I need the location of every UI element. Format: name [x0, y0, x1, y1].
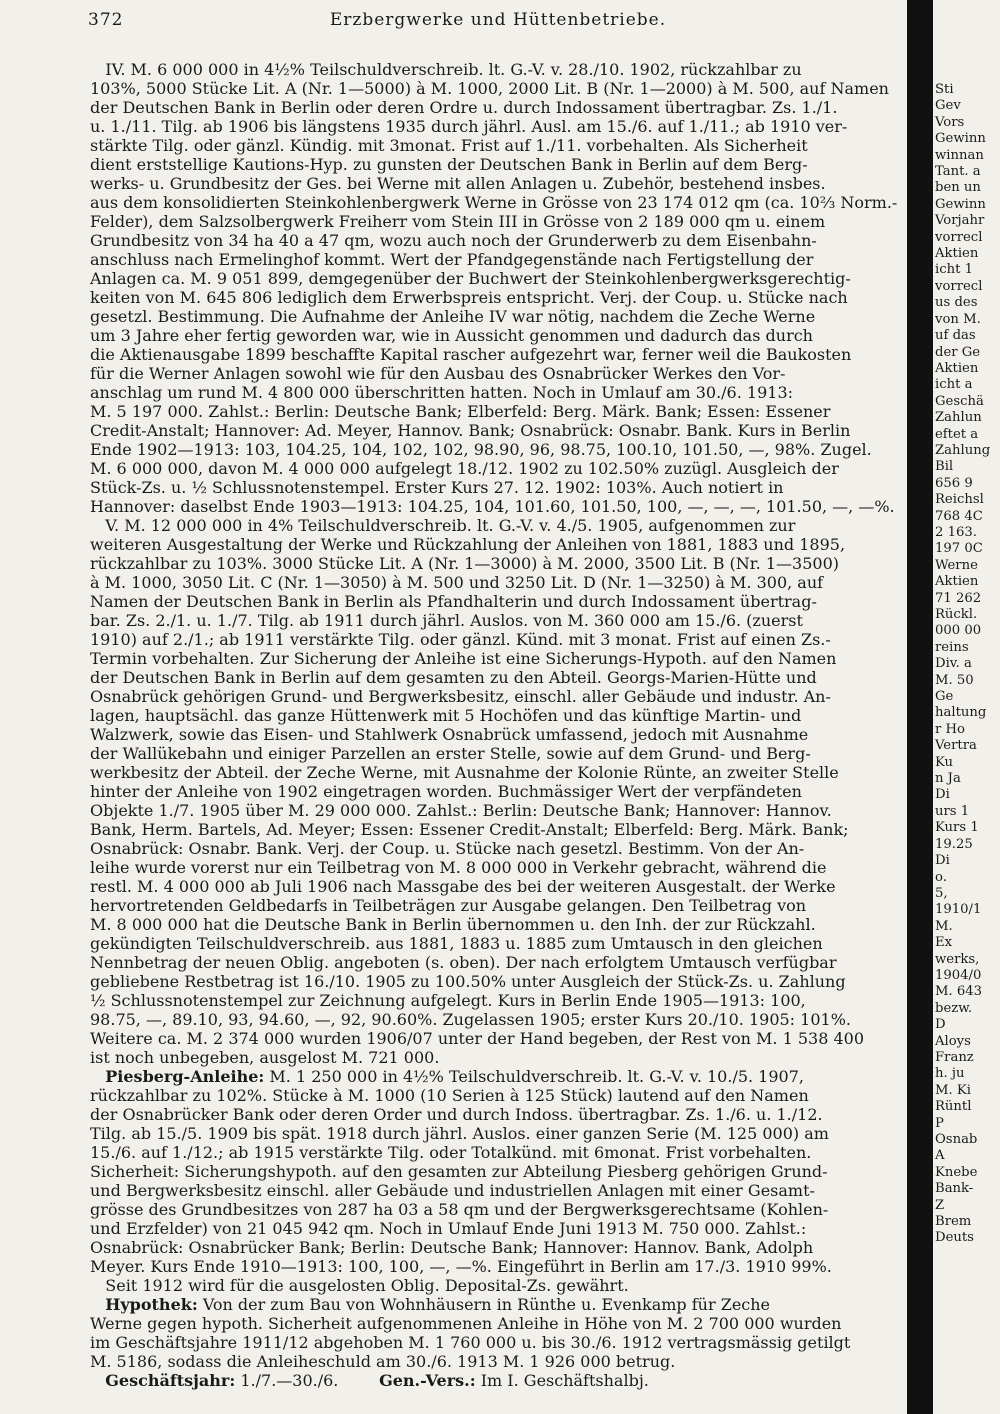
adjacent-page-line: 1904/0 [935, 967, 982, 983]
adjacent-page-line: von M. [935, 311, 981, 327]
main-line: Walzwerk, sowie das Eisen- und Stahlwerk Osnabrück umfassend, jedoch mit Ausnahme [90, 725, 809, 744]
adjacent-page-line: ben un [935, 180, 981, 196]
piesberg-line: Sicherheit: Sicherungshypoth. auf den gesamten zur Abteilung Piesberg gehörigen Grund- [90, 1162, 828, 1181]
piesberg-line: und Erzfelder) von 21 045 942 qm. Noch in Umlauf Ende Juni 1913 M. 750 000. Zahlst.: [90, 1219, 807, 1238]
adjacent-page-line: Aloys [935, 1033, 971, 1049]
main-line: Termin vorbehalten. Zur Sicherung der Anleihe ist eine Sicherungs-Hypoth. auf den Namen [90, 649, 837, 668]
main-line: ist noch unbegeben, ausgelost M. 721 000. [90, 1048, 440, 1067]
adjacent-page-line: Franz [935, 1049, 974, 1065]
piesberg-first-line [90, 1067, 888, 1086]
main-text-column [90, 60, 898, 1390]
piesberg-section [90, 1067, 888, 1295]
adjacent-page-line: reins [935, 639, 969, 655]
adjacent-page-line: Bank- [935, 1181, 974, 1197]
piesberg-line: 15./6. auf 1./12.; ab 1915 verstärkte Tilg. oder Totalkünd. mit 6monat. Frist vorbehalten. [90, 1143, 812, 1162]
main-line: 98.75, —, 89.10, 93, 94.60, —, 92, 90.60%. Zugelassen 1905; erster Kurs 20./10. 1905: 101%. [90, 1010, 851, 1029]
adjacent-page-line: Geschä [935, 393, 984, 409]
adjacent-page-line: urs 1 [935, 803, 970, 819]
adjacent-page-lines [935, 82, 1000, 1247]
hypothek-section [90, 1295, 888, 1371]
adjacent-page-line: icht 1 [935, 262, 973, 278]
adjacent-page-line: 71 262 [935, 590, 982, 606]
adjacent-page-line: Aktien [935, 360, 979, 376]
adjacent-page-line: Tant. a [935, 164, 981, 180]
main-line: weiteren Ausgestaltung der Werke und Rückzahlung der Anleihen von 1881, 1883 und 1895, [90, 535, 846, 554]
main-line: hinter der Anleihe von 1902 eingetragen worden. Buchmässiger Wert der verpfändeten [90, 782, 802, 801]
adjacent-page-line: 2 163. [935, 524, 977, 540]
main-line: um 3 Jahre eher fertig geworden war, wie in Aussicht genommen und dadurch das durch [90, 326, 813, 345]
main-line: der Wallükebahn und einiger Parzellen an erster Stelle, sowie auf dem Grund- und Berg- [90, 744, 811, 763]
main-line: Osnabrück gehörigen Grund- und Bergwerksbesitz, einschl. aller Gebäude und industr. An- [90, 687, 831, 706]
main-line: rückzahlbar zu 103%. 3000 Stücke Lit. A (Nr. 1—3000) à M. 2000, 3500 Lit. B (Nr. 1—3500) [90, 554, 839, 573]
main-line: lagen, hauptsächl. das ganze Hüttenwerk mit 5 Hochöfen und das künftige Martin- und [90, 706, 802, 725]
adjacent-page-line: Ge [935, 689, 954, 705]
adjacent-page-line: Vertra [935, 738, 977, 754]
piesberg-line: grösse des Grundbesitzes von 287 ha 03 a 58 qm und der Bergwerksgerechtsame (Kohlen- [90, 1200, 829, 1219]
general-meeting-value: Im I. Geschäftshalbj. [475, 1371, 649, 1390]
adjacent-page-line: icht a [935, 377, 973, 393]
adjacent-page-line: Vors [935, 114, 965, 130]
adjacent-page-line: Sti [935, 82, 954, 97]
main-line: 103%, 5000 Stücke Lit. A (Nr. 1—5000) à M. 1000, 2000 Lit. B (Nr. 1—2000) à M. 500, auf Namen [90, 79, 889, 98]
main-line: bar. Zs. 2./1. u. 1./7. Tilg. ab 1911 durch jährl. Auslos. von M. 360 000 am 15./6. (zuerst [90, 611, 803, 630]
hypothek-line: Werne gegen hypoth. Sicherheit aufgenommenen Anleihe in Höhe von M. 2 700 000 wurden [90, 1314, 842, 1333]
adjacent-page-line: o. [935, 869, 947, 885]
adjacent-page-line: P [935, 1115, 944, 1131]
adjacent-page-line: M. 50 [935, 672, 974, 688]
hypothek-first-text: Von der zum Bau von Wohnhäusern in Rünthe u. Evenkamp für Zeche [197, 1295, 771, 1314]
main-line: für die Werner Anlagen sowohl wie für den Ausbau des Osnabrücker Werkes den Vor- [90, 364, 786, 383]
adjacent-page-line: vorrecl [935, 229, 983, 245]
adjacent-page-line: Zahlung [935, 442, 991, 458]
main-line: Osnabrück: Osnabr. Bank. Verj. der Coup. u. Stücke nach gesetzl. Bestimm. Von der An- [90, 839, 805, 858]
main-line: der Deutschen Bank in Berlin oder deren Ordre u. durch Indossament übertragbar. Zs. 1./1. [90, 98, 838, 117]
adjacent-page-line: D [935, 1017, 946, 1033]
piesberg-line: rückzahlbar zu 102%. Stücke à M. 1000 (10 Serien à 125 Stück) lautend auf den Namen [90, 1086, 809, 1105]
adjacent-page-line: werks, [935, 951, 980, 967]
page-gutter [907, 0, 933, 1414]
running-title: Erzbergwerke und Hüttenbetriebe. [329, 10, 667, 30]
main-line: die Aktienausgabe 1899 beschaffte Kapital rascher aufgezehrt war, ferner weil die Baukosten [90, 345, 852, 364]
main-line: Bank, Herm. Bartels, Ad. Meyer; Essen: Essener Credit-Anstalt; Elberfeld: Berg. Märk. Bank; [90, 820, 849, 839]
main-line: M. 5 197 000. Zahlst.: Berlin: Deutsche Bank; Elberfeld: Berg. Märk. Bank; Essen: Essener [90, 402, 831, 421]
main-line: M. 6 000 000, davon M. 4 000 000 aufgelegt 18./12. 1902 zu 102.50% zuzügl. Ausgleich der [90, 459, 839, 478]
main-line: 1910) auf 2./1.; ab 1911 verstärkte Tilg. oder gänzl. Künd. mit 3 monat. Frist auf einen Zs.- [90, 630, 831, 649]
fiscal-year-value: 1./7.—30./6. [235, 1371, 339, 1390]
adjacent-page-line: 656 9 [935, 475, 973, 491]
hypothek-heading: Hypothek: [105, 1295, 198, 1314]
main-line: gekündigten Teilschuldverschreib. aus 1881, 1883 u. 1885 zum Umtausch in den gleichen [90, 934, 823, 953]
main-line: Hannover: daselbst Ende 1903—1913: 104.25, 104, 101.60, 101.50, 100, —, —, —, 101.50, —, —%. [90, 497, 895, 516]
adjacent-page-line: 197 0C [935, 541, 983, 557]
general-meeting-label: Gen.-Vers.: [379, 1371, 476, 1390]
main-line: aus dem konsolidierten Steinkohlenbergwerk Werne in Grösse von 23 174 012 qm (ca. 10⅔ Norm.- [90, 193, 898, 212]
adjacent-page-line: Z [935, 1197, 945, 1213]
main-line: Objekte 1./7. 1905 über M. 29 000 000. Zahlst.: Berlin: Deutsche Bank; Hannover: Hannov. [90, 801, 832, 820]
main-line: der Deutschen Bank in Berlin auf dem gesamten zu den Abteil. Georgs-Marien-Hütte und [90, 668, 817, 687]
adjacent-page-line: M. Ki [935, 1082, 971, 1098]
adjacent-page-line: Gewinn [935, 196, 986, 212]
page-number: 372 [88, 10, 124, 30]
adjacent-page-line: Aktien [935, 574, 979, 590]
adjacent-page-line: Bil [935, 459, 954, 475]
adjacent-page-line: A [935, 1148, 945, 1164]
adjacent-page-line: 000 00 [935, 623, 982, 639]
piesberg-first-text: M. 1 250 000 in 4½% Teilschuldverschreib. lt. G.-V. v. 10./5. 1907, [264, 1067, 804, 1086]
adjacent-page-line: 19.25 [935, 836, 973, 852]
adjacent-page-line: Gev [935, 98, 961, 114]
main-line: anschluss nach Ermelinghof kommt. Wert der Pfandgegenstände nach Fertigstellung der [90, 250, 814, 269]
adjacent-page-line: haltung [935, 705, 987, 721]
main-line: Grundbesitz von 34 ha 40 a 47 qm, wozu auch noch der Grunderwerb zu dem Eisenbahn- [90, 231, 817, 250]
main-lines [90, 60, 898, 1067]
adjacent-page-line: Div. a [935, 656, 972, 672]
main-line: werkbesitz der Abteil. der Zeche Werne, mit Ausnahme der Kolonie Rünte, an zweiter Stelle [90, 763, 839, 782]
adjacent-page-line: bezw. [935, 1000, 973, 1016]
adjacent-page-line: Aktien [935, 246, 979, 262]
main-line: Ende 1902—1913: 103, 104.25, 104, 102, 102, 98.90, 96, 98.75, 100.10, 101.50, —, 98%. Zugel. [90, 440, 872, 459]
adjacent-page-line: uf das [935, 328, 976, 344]
hypothek-line: M. 5186, sodass die Anleiheschuld am 30./6. 1913 M. 1 926 000 betrug. [90, 1352, 676, 1371]
main-line: leihe wurde vorerst nur ein Teilbetrag von M. 8 000 000 in Verkehr gebracht, während die [90, 858, 827, 877]
main-line: restl. M. 4 000 000 ab Juli 1906 nach Massgabe des bei der weiteren Ausgestalt. der Werke [90, 877, 836, 896]
piesberg-line: Osnabrück: Osnabrücker Bank; Berlin: Deutsche Bank; Hannover: Hannov. Bank, Adolph [90, 1238, 814, 1257]
main-line: IV. M. 6 000 000 in 4½% Teilschuldverschreib. lt. G.-V. v. 28./10. 1902, rückzahlbar zu [90, 60, 802, 79]
main-line: Anlagen ca. M. 9 051 899, demgegenüber der Buchwert der Steinkohlenbergwerksgerechtig- [90, 269, 851, 288]
main-line: Felder), dem Salzsolbergwerk Freiherr vom Stein III in Grösse von 2 189 000 qm u. einem [90, 212, 826, 231]
adjacent-page-line: r Ho [935, 721, 965, 737]
piesberg-line: und Bergwerksbesitz einschl. aller Gebäude und industriellen Anlagen mit einer Gesamt- [90, 1181, 815, 1200]
hypothek-line: im Geschäftsjahre 1911/12 abgehoben M. 1 760 000 u. bis 30./6. 1912 vertragsmässig getilgt [90, 1333, 851, 1352]
adjacent-page-line: Di [935, 853, 950, 869]
main-line: ½ Schlussnotenstempel zur Zeichnung aufgelegt. Kurs in Berlin Ende 1905—1913: 100, [90, 991, 806, 1010]
adjacent-page-line: Knebe [935, 1164, 978, 1180]
adjacent-page-line: vorrecl [935, 278, 983, 294]
main-line: u. 1./11. Tilg. ab 1906 bis längstens 1935 durch jährl. Ausl. am 15./6. auf 1./11.; ab 1910 ver- [90, 117, 848, 136]
piesberg-line: Tilg. ab 15./5. 1909 bis spät. 1918 durch jährl. Auslos. einer ganzen Serie (M. 125 000) am [90, 1124, 829, 1143]
main-line: gesetzl. Bestimmung. Die Aufnahme der Anleihe IV war nötig, nachdem die Zeche Werne [90, 307, 816, 326]
main-line: keiten von M. 645 806 lediglich dem Erwerbspreis entspricht. Verj. der Coup. u. Stücke nach [90, 288, 848, 307]
main-line: M. 8 000 000 hat die Deutsche Bank in Berlin übernommen u. den Inh. der zur Rückzahl. [90, 915, 816, 934]
adjacent-page-line: us des [935, 295, 978, 311]
adjacent-page-line: 5, [935, 885, 948, 901]
adjacent-page-line: Kurs 1 [935, 820, 979, 836]
main-line: hervortretenden Geldbedarfs in Teilbeträgen zur Ausgabe gelangen. Den Teilbetrag von [90, 896, 807, 915]
piesberg-heading: Piesberg-Anleihe: [105, 1067, 265, 1086]
page-header [88, 10, 908, 34]
piesberg-lines [90, 1086, 888, 1295]
adjacent-page-line: Reichsl [935, 492, 984, 508]
piesberg-line: Seit 1912 wird für die ausgelosten Oblig. Deposital-Zs. gewährt. [90, 1276, 629, 1295]
adjacent-page-line: der Ge [935, 344, 981, 360]
adjacent-page-line: M. 643 [935, 984, 983, 1000]
adjacent-page-column [935, 82, 1000, 1402]
main-line: Weitere ca. M. 2 374 000 wurden 1906/07 unter der Hand begeben, der Rest von M. 1 538 400 [90, 1029, 865, 1048]
adjacent-page-line: Osnab [935, 1132, 978, 1147]
adjacent-page-line: Ex [935, 935, 953, 951]
hypothek-first-line [90, 1295, 888, 1314]
main-line: à M. 1000, 3050 Lit. C (Nr. 1—3050) à M. 500 und 3250 Lit. D (Nr. 1—3250) à M. 300, auf [90, 573, 824, 592]
main-line: Nennbetrag der neuen Oblig. angeboten (s. oben). Der nach erfolgtem Umtausch verfügbar [90, 953, 837, 972]
adjacent-page-line: Deuts [935, 1230, 974, 1246]
fiscal-year-line [90, 1371, 888, 1390]
main-line: stärkte Tilg. oder gänzl. Kündig. mit 3monat. Frist auf 1./11. vorbehalten. Als Sicherheit [90, 136, 808, 155]
piesberg-line: Meyer. Kurs Ende 1910—1913: 100, 100, —, —%. Eingeführt in Berlin am 17./3. 1910 99%. [90, 1257, 832, 1276]
main-line: dient erststellige Kautions-Hyp. zu gunsten der Deutschen Bank in Berlin auf dem Berg- [90, 155, 808, 174]
fiscal-year-label: Geschäftsjahr: [105, 1371, 236, 1390]
adjacent-page-line: n Ja [935, 771, 961, 787]
main-line: gebliebene Restbetrag ist 16./10. 1905 zu 100.50% unter Ausgleich der Stück-Zs. u. Zahlung [90, 972, 846, 991]
adjacent-page-line: 1910/1 [935, 902, 982, 918]
main-line: V. M. 12 000 000 in 4% Teilschuldverschreib. lt. G.-V. v. 4./5. 1905, aufgenommen zur [90, 516, 796, 535]
adjacent-page-line: Gewinn [935, 131, 986, 147]
main-line: anschlag um rund M. 4 800 000 überschritten hatten. Noch in Umlauf am 30./6. 1913: [90, 383, 794, 402]
hypothek-lines [90, 1314, 888, 1371]
adjacent-page-line: Rüntl [935, 1099, 972, 1115]
adjacent-page-line: M. [935, 918, 953, 934]
adjacent-page-line: eftet a [935, 426, 979, 442]
piesberg-line: der Osnabrücker Bank oder deren Order und durch Indoss. übertragbar. Zs. 1./6. u. 1./12. [90, 1105, 823, 1124]
adjacent-page-line: Vorjahr [935, 213, 985, 229]
adjacent-page-line: Di [935, 787, 950, 803]
adjacent-page-line: Zahlun [935, 410, 982, 426]
adjacent-page-line: 768 4C [935, 508, 983, 524]
main-line: Stück-Zs. u. ½ Schlussnotenstempel. Erster Kurs 27. 12. 1902: 103%. Auch notiert in [90, 478, 784, 497]
adjacent-page-line: Ku [935, 754, 954, 770]
adjacent-page-line: Brem [935, 1214, 972, 1230]
adjacent-page-line: Rückl. [935, 607, 978, 622]
adjacent-page-line: Werne [935, 557, 978, 573]
main-line: Namen der Deutschen Bank in Berlin als Pfandhalterin und durch Indossament übertrag- [90, 592, 817, 611]
main-line: Credit-Anstalt; Hannover: Ad. Meyer, Hannov. Bank; Osnabrück: Osnabr. Bank. Kurs in Berlin [90, 421, 851, 440]
adjacent-page-line: winnan [935, 147, 984, 163]
adjacent-page-line: h. ju [935, 1066, 965, 1082]
main-line: werks- u. Grundbesitz der Ges. bei Werne mit allen Anlagen u. Zubehör, bestehend insbes. [90, 174, 826, 193]
